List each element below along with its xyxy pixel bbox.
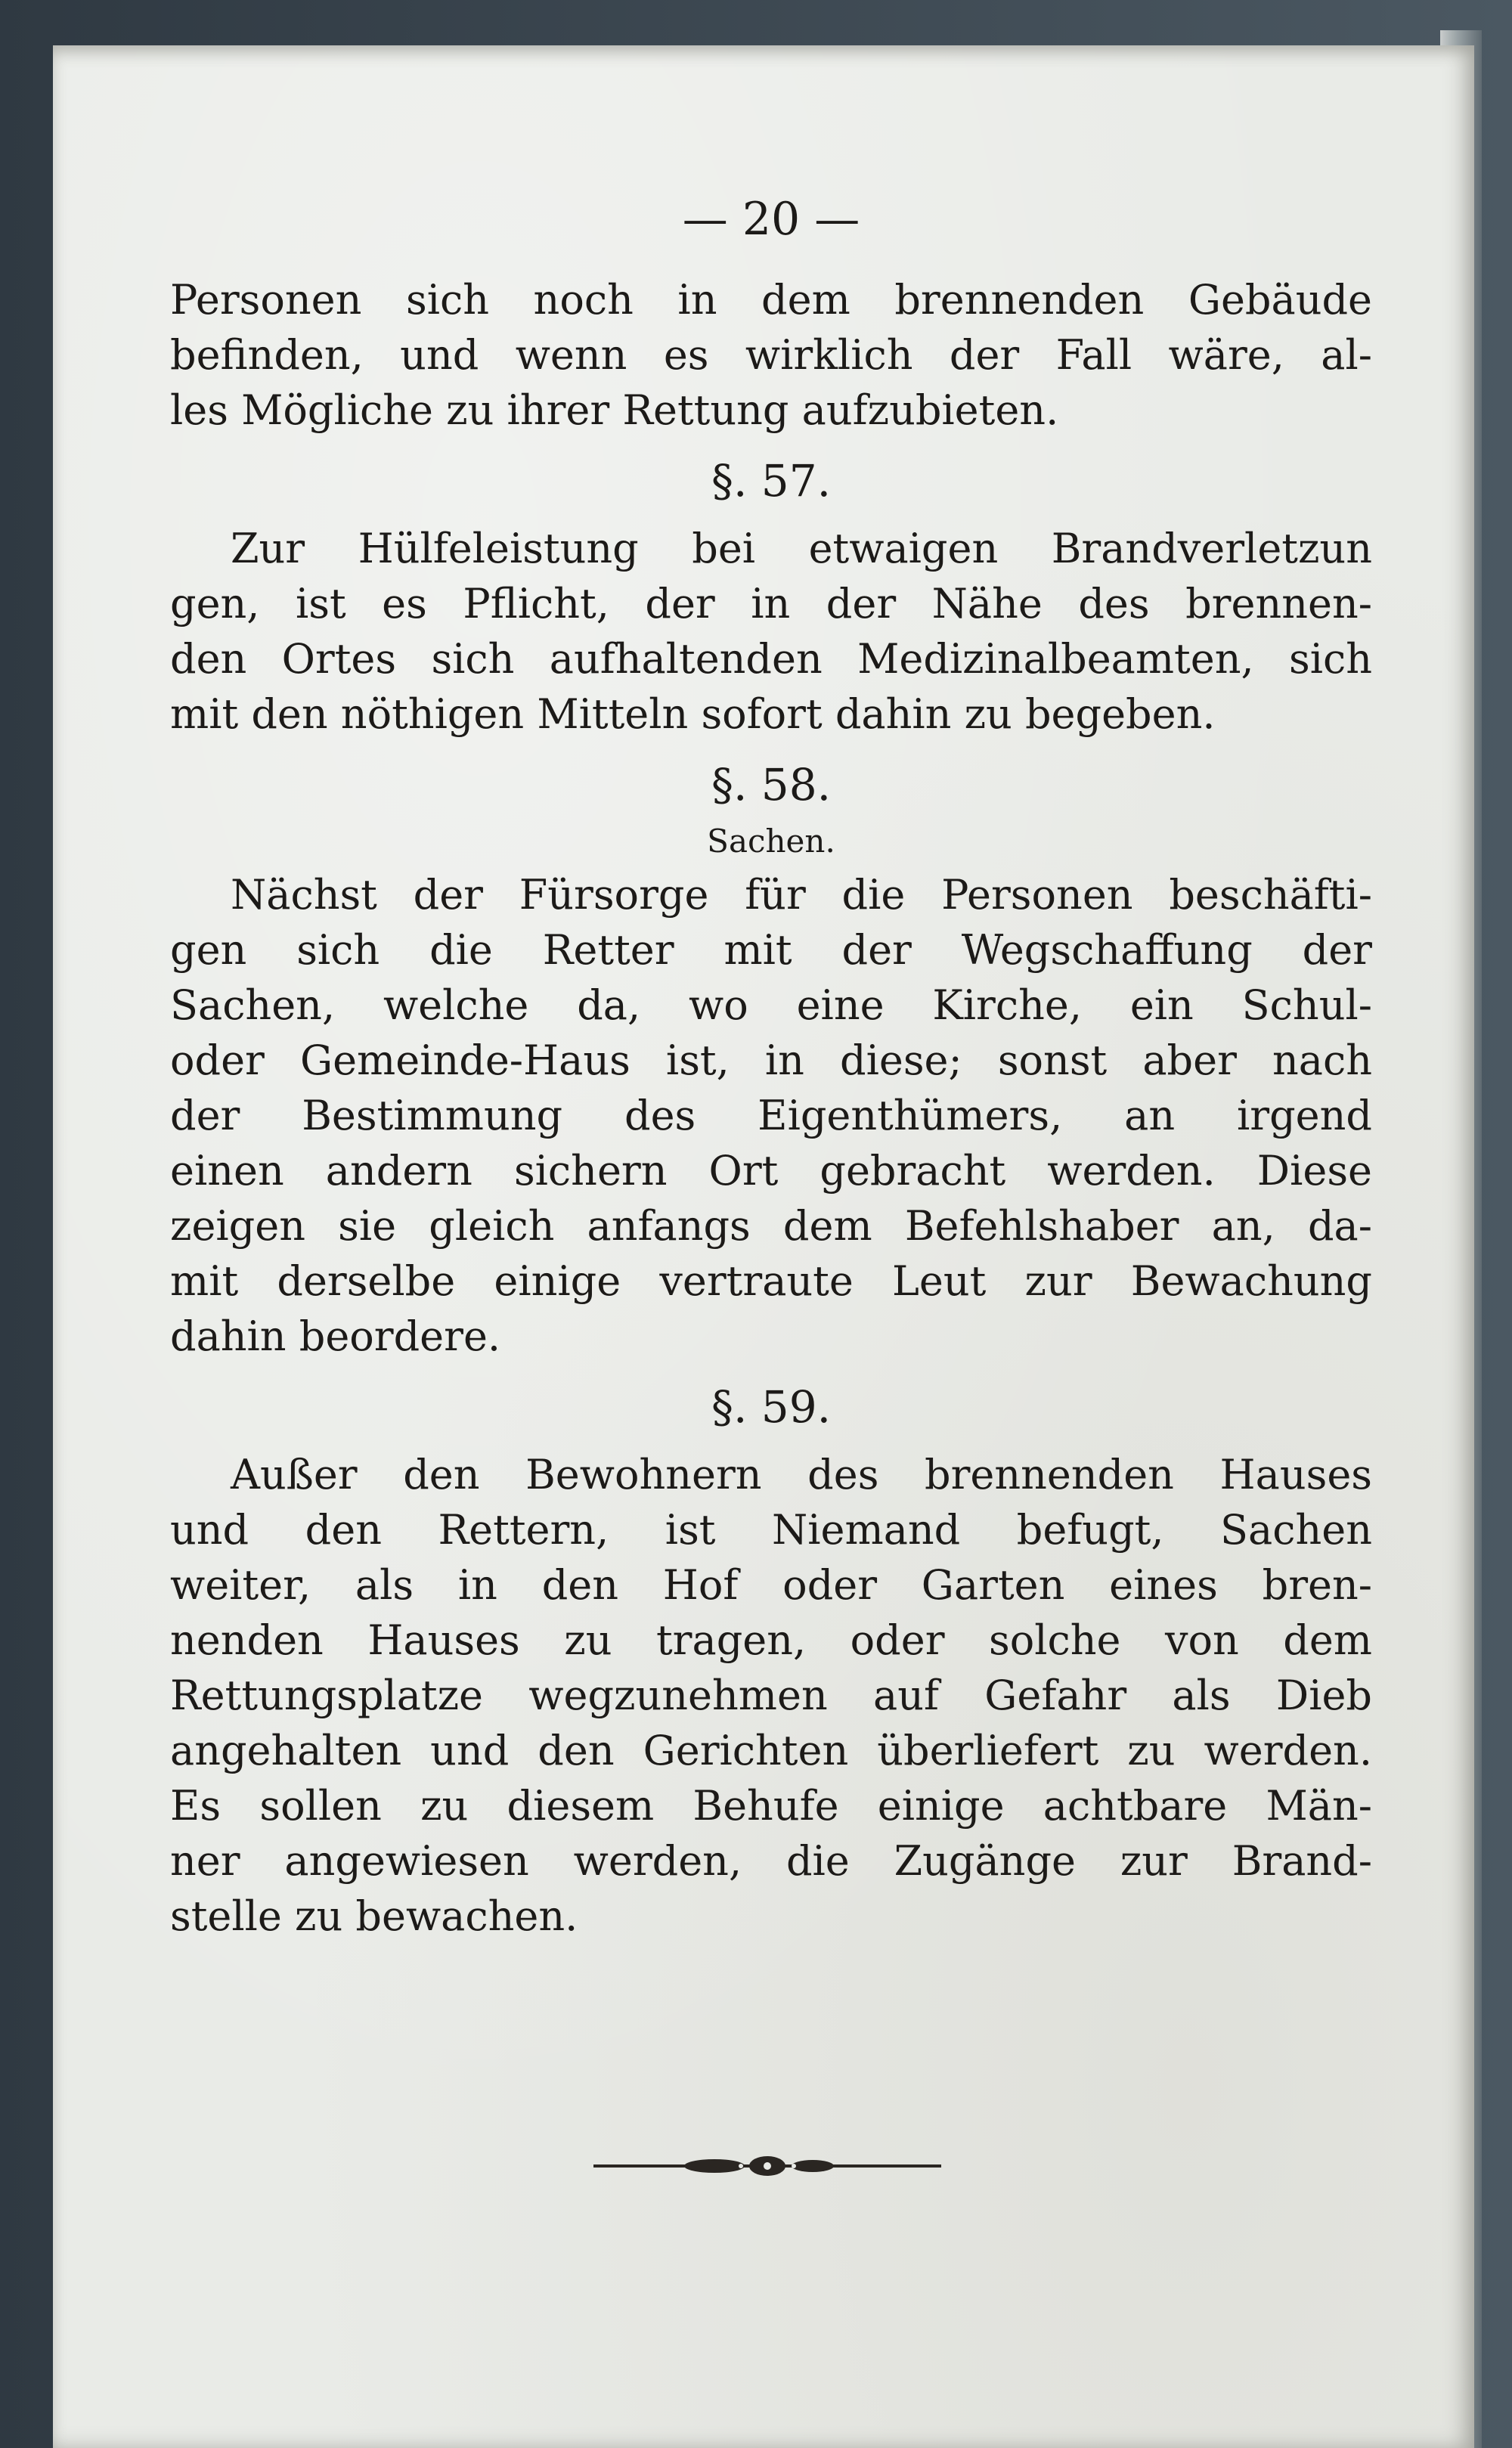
text-line: Zur Hülfeleistung bei etwaigen Brandverletzun bbox=[231, 525, 1372, 572]
text-line: gen sich die Retter mit der Wegschaffung der bbox=[170, 926, 1372, 974]
text-line: Rettungsplatze wegzunehmen auf Gefahr als Dieb bbox=[170, 1672, 1372, 1719]
text-line: der Bestimmung des Eigenthümers, an irgend bbox=[170, 1092, 1372, 1139]
page-number: — 20 — bbox=[682, 193, 860, 246]
section-heading-57: §. 57. bbox=[711, 455, 832, 507]
text-line: dahin beordere. bbox=[170, 1312, 501, 1360]
intro-paragraph bbox=[170, 272, 1372, 438]
text-line: weiter, als in den Hof oder Garten eines bren- bbox=[170, 1561, 1372, 1609]
text-line: einen andern sichern Ort gebracht werden. Diese bbox=[170, 1147, 1372, 1195]
text-line: Es sollen zu diesem Behufe einige achtbare Män- bbox=[170, 1782, 1372, 1830]
text-line: den Ortes sich aufhaltenden Medizinalbeamten, sich bbox=[170, 635, 1372, 683]
text-line: Außer den Bewohnern des brennenden Hauses bbox=[231, 1451, 1372, 1498]
text-line: Personen sich noch in dem brennenden Gebäude bbox=[170, 276, 1372, 324]
text-line: Nächst der Fürsorge für die Personen beschäfti- bbox=[231, 871, 1372, 919]
text-line: angehalten und den Gerichten überliefert zu werden. bbox=[170, 1727, 1372, 1774]
section-58-paragraph bbox=[170, 867, 1372, 1364]
text-line: ner angewiesen werden, die Zugänge zur Brand- bbox=[170, 1837, 1372, 1885]
section-57-paragraph bbox=[170, 521, 1372, 742]
text-line: mit derselbe einige vertraute Leut zur Bewachung bbox=[170, 1257, 1372, 1305]
text-line: mit den nöthigen Mitteln sofort dahin zu begeben. bbox=[170, 690, 1216, 738]
text-line: gen, ist es Pflicht, der in der Nähe des brennen- bbox=[170, 580, 1372, 627]
text-line: nenden Hauses zu tragen, oder solche von dem bbox=[170, 1616, 1372, 1664]
text-line: und den Rettern, ist Niemand befugt, Sachen bbox=[170, 1506, 1372, 1554]
text-line: les Mögliche zu ihrer Rettung aufzubieten. bbox=[170, 386, 1059, 434]
text-line: oder Gemeinde-Haus ist, in diese; sonst aber nach bbox=[170, 1037, 1372, 1084]
text-line: befinden, und wenn es wirklich der Fall wäre, al- bbox=[170, 331, 1372, 379]
text-line: zeigen sie gleich anfangs dem Befehlshaber an, da- bbox=[170, 1202, 1372, 1250]
section-heading-58: §. 58. bbox=[711, 759, 832, 810]
text-line: stelle zu bewachen. bbox=[170, 1892, 578, 1940]
end-ornament bbox=[593, 2151, 941, 2181]
section-subheading-sachen: Sachen. bbox=[707, 823, 835, 860]
section-heading-59: §. 59. bbox=[711, 1381, 832, 1433]
book-page bbox=[53, 45, 1474, 2448]
section-59-paragraph bbox=[170, 1447, 1372, 1944]
text-line: Sachen, welche da, wo eine Kirche, ein Schul- bbox=[170, 981, 1372, 1029]
page-text bbox=[170, 193, 1372, 1944]
